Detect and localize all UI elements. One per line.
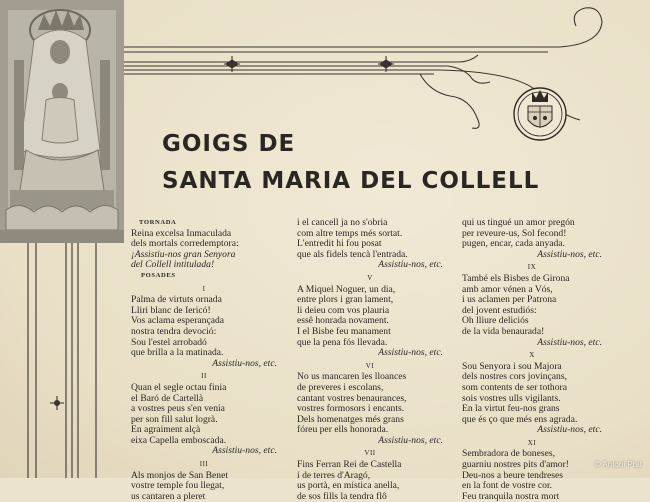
verse-line: i us aclamen per Patrona xyxy=(462,294,557,306)
verse-line: vostre temple fou llegat, xyxy=(131,480,225,492)
title-line-2: SANTA MARIA DEL COLLELL xyxy=(162,168,540,194)
verse-line: Reina excelsa Inmaculada xyxy=(131,227,232,239)
verse-line: sois vostres ulls vigilants. xyxy=(462,392,561,404)
stanza-number: III xyxy=(199,460,209,469)
stanza-number: II xyxy=(201,372,207,381)
verse-line: de sos fills la tendra flô xyxy=(297,490,387,502)
verse-line: Oh lliure deliciós xyxy=(462,315,529,327)
verse-line: i el cancell ja no s'obria xyxy=(297,217,388,228)
verse-line: Fins Ferran Rei de Castella xyxy=(297,459,402,471)
verse-line: com altre temps més sortat. xyxy=(297,227,403,239)
verse-line: de la vida benaurada! xyxy=(462,325,545,337)
posades-label: POSADES xyxy=(141,271,176,279)
verse-line: dels nostres cors jovinçans, xyxy=(462,371,567,383)
verse-line: per reveure-us, Sol fecond! xyxy=(462,227,567,239)
title-line-1: GOIGS DE xyxy=(162,131,296,157)
verse-line: Deu-nos a beure tendreses xyxy=(462,469,563,481)
refrain: Assistiu-nos, etc. xyxy=(378,434,443,446)
refrain: Assistiu-nos, etc. xyxy=(212,357,277,369)
verse-line: cantant vostres benaurances, xyxy=(297,392,407,404)
stanza-number: IX xyxy=(527,263,537,272)
stanza-number: XI xyxy=(527,438,537,447)
verse-line: que brilla a la matinada. xyxy=(131,347,224,359)
tornada-label: TORNADA xyxy=(139,219,177,226)
verse-line: guarniu nostres pits d'amor! xyxy=(462,459,569,471)
column-3 xyxy=(462,218,602,502)
verse-line: Lliri blanc de Iericó! xyxy=(131,304,211,316)
verse-line: que és ço que més ens agrada. xyxy=(462,413,578,425)
verse-line: que als fidels tencà l'entrada. xyxy=(297,248,408,260)
verse-line: Sou l'estel arrobadó xyxy=(131,336,207,348)
verse-line: Dels homenatges més grans xyxy=(297,413,404,425)
verse-line: vostres formosors i encants. xyxy=(297,403,405,415)
verse-line: Quan el segle octau finia xyxy=(131,381,227,393)
verse-line: Vos aclama esperançada xyxy=(131,315,225,327)
verse-line: a vostres peus s'en venia xyxy=(131,403,225,415)
verse-line: Feu tranquila nostra mort xyxy=(462,490,560,502)
stanza-number: VII xyxy=(364,449,376,458)
refrain: Assistiu-nos, etc. xyxy=(537,336,602,348)
verse-line: per son fill salut logrà. xyxy=(131,413,218,425)
stanza-number: X xyxy=(529,351,535,360)
refrain: Assistiu-nos, etc. xyxy=(212,445,277,457)
verse-line: del jovent estudiós: xyxy=(462,304,537,316)
stanza-number: VI xyxy=(365,361,375,370)
verse-line: essê honrada novament. xyxy=(297,315,389,327)
verse-line: amb amor vénen a Vós, xyxy=(462,283,553,295)
verse-line: el Baró de Cartellà xyxy=(131,392,204,404)
stanza-number: V xyxy=(367,273,373,282)
verse-line: Palma de virtuts ornada xyxy=(131,294,222,306)
verse-line: A Miquel Noguer, un dia, xyxy=(297,283,396,295)
verse-line: del Collell intitulada! xyxy=(131,259,215,271)
verse-line: No us mancaren les lloances xyxy=(297,371,407,383)
verse-line: us portà, en mística anella, xyxy=(297,480,400,492)
verse-line: eixa Capella emboscada. xyxy=(131,434,227,446)
refrain: Assistiu-nos, etc. xyxy=(378,347,443,359)
verse-line: us cantaren a pleret xyxy=(131,490,206,502)
verse-line: ¡Assistiu-nos gran Senyora xyxy=(131,248,236,260)
verse-line: En agraiment alçà xyxy=(131,424,201,436)
column-1 xyxy=(131,218,277,502)
verse-line: fóreu per ells honorada. xyxy=(297,424,389,436)
verse-line: Als monjos de San Benet xyxy=(131,469,228,481)
verse-line: entre plors i gran lament, xyxy=(297,294,394,306)
verse-line: Sou Senyora i sou Majora xyxy=(462,360,562,372)
column-2 xyxy=(297,218,443,502)
verse-line: pugen, encar, cada anyada. xyxy=(462,238,565,250)
verse-line: li deieu com vos plauria xyxy=(297,304,390,316)
verse-line: dels mortals corredemptora: xyxy=(131,238,239,250)
refrain: Assistiu-nos, etc. xyxy=(378,259,443,271)
refrain: Assistiu-nos, etc. xyxy=(537,424,602,436)
stanza-number: I xyxy=(202,284,206,293)
refrain: Assistiu-nos, etc. xyxy=(537,248,602,260)
copyright-watermark: © Antoni Prat xyxy=(594,460,642,469)
verse-line: i de terres d'Aragó, xyxy=(297,469,371,481)
verse-line: L'entredit hi fou posat xyxy=(297,238,382,250)
verse-line: en la font de vostre cor. xyxy=(462,480,553,492)
verse-line: qui us tingué un amor pregón xyxy=(462,217,575,228)
verse-line: I el Bisbe feu manament xyxy=(297,325,391,337)
verse-line: de preveres i escolans, xyxy=(297,381,384,393)
verse-line: En la virtut feu-nos grans xyxy=(462,403,560,415)
verse-line: som contents de ser tothora xyxy=(462,381,567,393)
verse-line: que la pena fós llevada. xyxy=(297,336,388,348)
verse-line: Sembradora de boneses, xyxy=(462,448,555,460)
verse-line: nostra tendra devoció: xyxy=(131,325,217,337)
verse-line: També els Bisbes de Girona xyxy=(462,272,570,284)
